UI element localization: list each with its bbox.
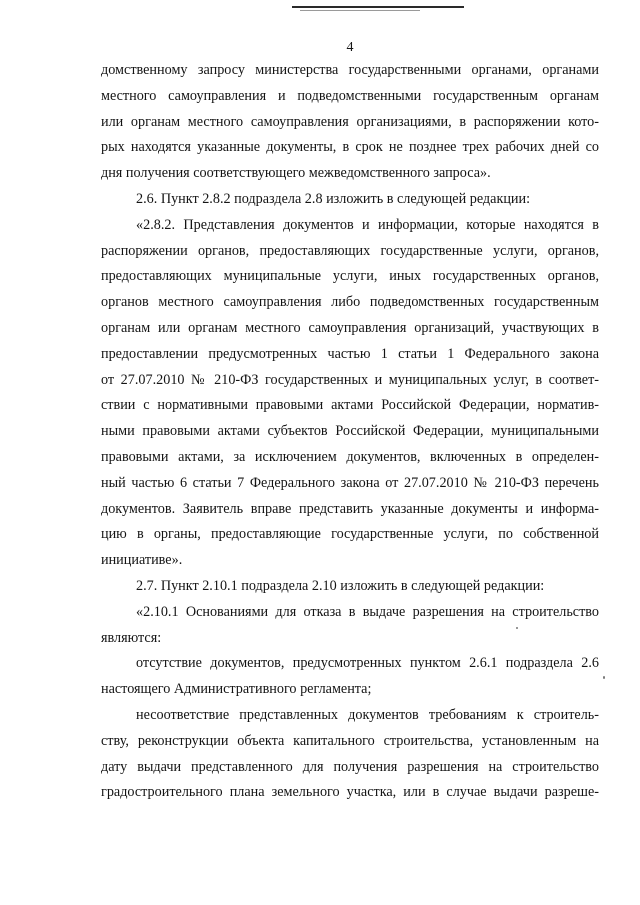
text-line: домственному запросу министерства государственными органами, органами: [101, 62, 599, 78]
text-line: ный частью 6 статьи 7 Федерального закона от 27.07.2010 № 210-ФЗ перечень: [101, 474, 599, 491]
text-line: настоящего Административного регламента;: [101, 681, 372, 698]
top-border-rule: [292, 6, 464, 8]
text-line: дату выдачи представленного для получения разрешения на строительство: [101, 758, 599, 775]
text-line: несоответствие представленных документов требованиям к строитель-: [136, 706, 599, 723]
scan-artifact: [516, 627, 518, 629]
text-line: дня получения соответствующего межведомственного запроса».: [101, 165, 491, 182]
text-line: являются:: [101, 629, 162, 646]
text-line: местного самоуправления и подведомственными государственным органам: [101, 87, 599, 104]
text-line: отсутствие документов, предусмотренных пунктом 2.6.1 подраздела 2.6: [136, 655, 599, 672]
scan-artifact: [603, 676, 605, 679]
paragraph-heading-2-7: 2.7. Пункт 2.10.1 подраздела 2.10 изложить в следующей редакции:: [136, 577, 545, 594]
paragraph-heading-2-6: 2.6. Пункт 2.8.2 подраздела 2.8 изложить в следующей редакции:: [136, 190, 531, 207]
text-line: градостроительного плана земельного участка, или в случае выдачи разреше-: [101, 784, 599, 801]
text-line: предоставляющих муниципальные услуги, иных государственных органов,: [101, 268, 599, 285]
text-line: ству, реконструкции объекта капитального строительства, установленным на: [101, 732, 599, 749]
document-body: [101, 58, 599, 806]
text-line: «2.10.1 Основаниями для отказа в выдаче разрешения на строительство: [136, 603, 599, 620]
text-line: или органам местного самоуправления организациями, в распоряжении кото-: [101, 113, 599, 130]
text-line: ными правовыми актами субъектов Российской Федерации, муниципальными: [101, 423, 599, 440]
text-line: распоряжении органов, предоставляющих государственные услуги, органов,: [101, 242, 599, 259]
text-line: предоставлении предусмотренных частью 1 статьи 1 Федерального закона: [101, 345, 599, 362]
text-line: документов. Заявитель вправе представить указанные документы и информа-: [101, 500, 599, 517]
text-line: «2.8.2. Представления документов и информации, которые находятся в: [136, 216, 599, 233]
text-line: цию в органы, предоставляющие государственные услуги, по собственной: [101, 526, 599, 543]
text-line: рых находятся указанные документы, в срок не позднее трех рабочих дней со: [101, 139, 599, 156]
page-number: 4: [346, 40, 354, 55]
text-line: правовыми актами, за исключением документов, включенных в определен-: [101, 448, 599, 465]
text-line: инициативе».: [101, 552, 183, 569]
text-line: органам или органам местного самоуправления организаций, участвующих в: [101, 319, 599, 336]
text-line: от 27.07.2010 № 210-ФЗ государственных и муниципальных услуг, в соответ-: [101, 371, 599, 388]
text-line: ствии с нормативными правовыми актами Российской Федерации, норматив-: [101, 397, 599, 414]
text-line: органов местного самоуправления либо подведомственных государственным: [101, 294, 599, 311]
top-border-rule-thin: [300, 10, 420, 11]
